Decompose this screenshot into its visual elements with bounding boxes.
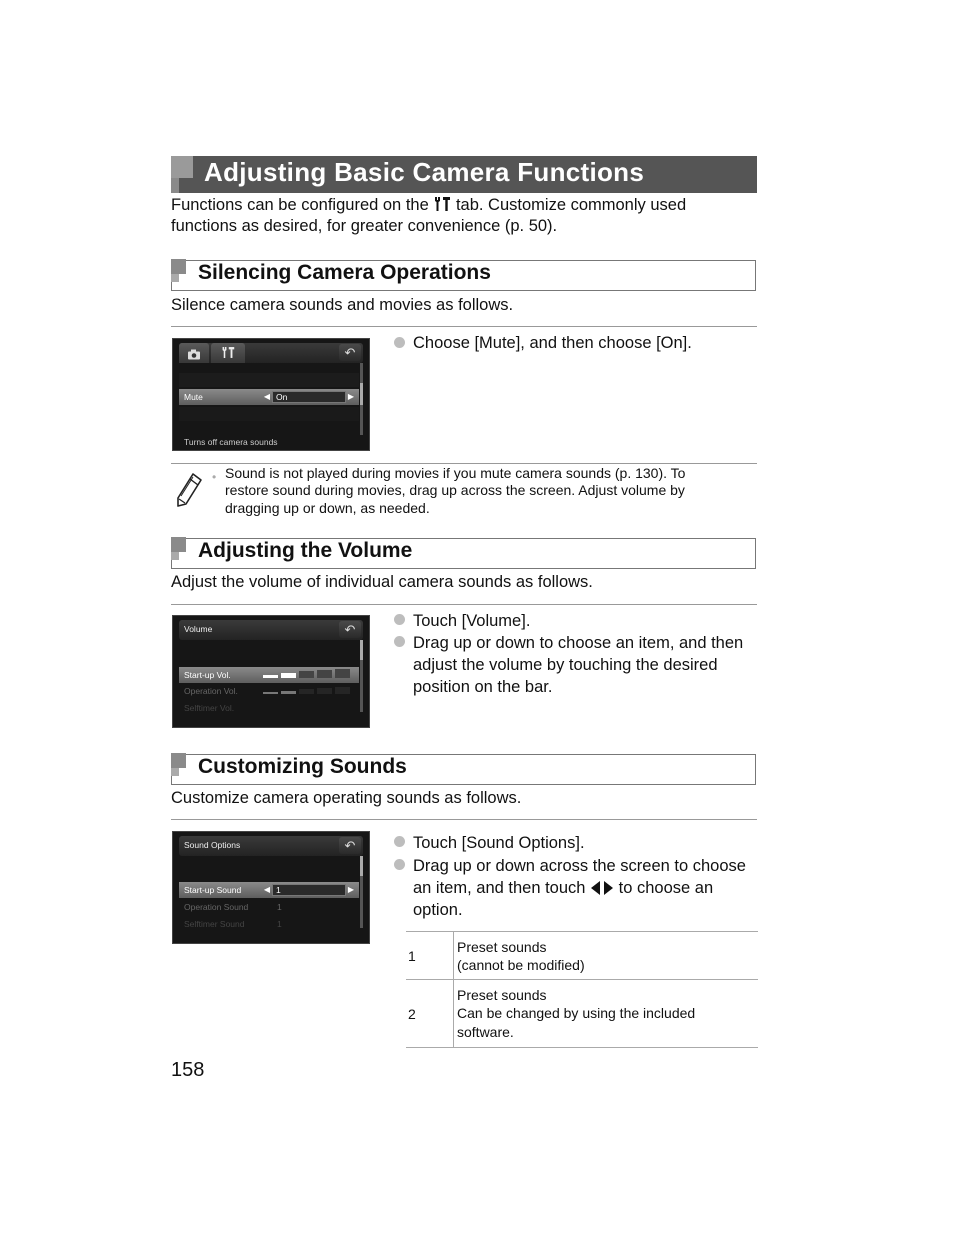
title-marker-tail [171, 178, 179, 193]
return-icon[interactable]: ↶ [339, 344, 361, 361]
section-marker [171, 753, 186, 768]
table-row [406, 980, 758, 1048]
table-cell-line: (cannot be modified) [457, 956, 585, 973]
intro-text-1: Functions can be configured on the [171, 196, 429, 214]
camera-screen-mute [172, 338, 370, 451]
scrollbar-thumb[interactable] [360, 640, 363, 660]
title-marker [171, 156, 193, 178]
note-bullet: • [212, 470, 217, 484]
page-number: 158 [171, 1059, 205, 1081]
volume-row-label: Start-up Vol. [184, 670, 231, 680]
scrollbar-thumb[interactable] [360, 383, 363, 405]
return-icon[interactable]: ↶ [339, 621, 361, 638]
tools-tab-icon [433, 196, 451, 212]
tools-tab-icon [221, 346, 235, 364]
step-bullet [394, 337, 405, 348]
section-desc-silencing: Silence camera sounds and movies as follows. [171, 296, 514, 314]
divider [171, 819, 757, 820]
table-cell-line: Preset sounds [457, 986, 547, 1003]
sound-row-startup[interactable] [179, 882, 359, 898]
intro-line-1 [171, 195, 686, 216]
section-heading-silencing: Silencing Camera Operations [198, 261, 491, 284]
menu-row-mute[interactable] [179, 389, 359, 405]
note-line-2: restore sound during movies, drag up across the screen. Adjust volume by [225, 482, 685, 498]
section-marker-tail [171, 552, 179, 560]
pencil-note-icon [174, 472, 204, 513]
table-cell-line: software. [457, 1023, 514, 1040]
step-text: Choose [Mute], and then choose [On]. [413, 334, 692, 352]
section-heading-sounds: Customizing Sounds [198, 755, 407, 778]
intro-line-2: functions as desired, for greater convenience (p. 50). [171, 217, 558, 235]
step-bullet [394, 614, 405, 625]
section-marker-tail [171, 274, 179, 282]
section-heading-volume: Adjusting the Volume [198, 539, 413, 562]
sound-row-value: 1 [277, 902, 282, 912]
menu-row-prev [179, 373, 359, 387]
step-text: Touch [Sound Options]. [413, 834, 585, 852]
screen-hint: Turns off camera sounds [184, 437, 278, 447]
step-bullet [394, 636, 405, 647]
sound-options-table [406, 931, 758, 1048]
sound-row-label: Operation Sound [184, 902, 249, 912]
sound-row-value: 1 [272, 884, 346, 896]
step-text: position on the bar. [413, 678, 553, 696]
section-desc-volume: Adjust the volume of individual camera sounds as follows. [171, 573, 593, 591]
step-text: Drag up or down to choose an item, and then [413, 634, 744, 652]
right-arrow-icon[interactable]: ▶ [347, 885, 355, 894]
volume-row-operation[interactable] [179, 683, 359, 699]
scrollbar-thumb[interactable] [360, 856, 363, 876]
screen-title: Sound Options [184, 840, 241, 850]
step-text: Touch [Volume]. [413, 612, 531, 630]
left-arrow-icon[interactable]: ◀ [263, 885, 271, 894]
sound-row-selftimer[interactable] [179, 916, 359, 928]
table-cell-line: Can be changed by using the included [457, 1005, 696, 1022]
screen-title: Volume [184, 624, 213, 634]
section-marker [171, 537, 186, 552]
step-bullet [394, 836, 405, 847]
step-text: to choose an [618, 879, 714, 897]
section-marker [171, 259, 186, 274]
note-divider-top [171, 463, 757, 464]
page-title: Adjusting Basic Camera Functions [204, 157, 645, 187]
sound-row-operation[interactable] [179, 899, 359, 915]
section-desc-sounds: Customize camera operating sounds as follows. [171, 789, 522, 807]
camera-screen-sound-options [172, 831, 370, 944]
sound-row-value: 1 [277, 919, 282, 929]
camera-screen-volume [172, 615, 370, 728]
volume-row-selftimer[interactable] [179, 700, 359, 712]
step-bullet [394, 859, 405, 870]
return-icon[interactable]: ↶ [339, 837, 361, 854]
camera-tab-icon [187, 347, 201, 365]
menu-row-label: Mute [184, 392, 203, 402]
table-row [406, 932, 758, 980]
step-text: adjust the volume by touching the desired [413, 656, 718, 674]
table-cell-desc [454, 980, 759, 1048]
volume-row-label: Operation Vol. [184, 686, 238, 696]
intro-text-2: tab. Customize commonly used [455, 196, 687, 214]
divider [171, 326, 757, 327]
sound-row-label: Start-up Sound [184, 885, 242, 895]
note-line-1: Sound is not played during movies if you mute camera sounds (p. 130). To [225, 465, 686, 481]
left-arrow-icon[interactable]: ◀ [263, 392, 271, 401]
menu-row-next [179, 407, 359, 421]
table-cell-line: Preset sounds [457, 938, 547, 955]
table-cell-desc [454, 932, 759, 980]
right-arrow-icon[interactable]: ▶ [347, 392, 355, 401]
divider [171, 604, 757, 605]
menu-row-value: On [272, 391, 346, 403]
volume-row-label: Selftimer Vol. [184, 703, 235, 713]
left-right-arrows-icon [590, 880, 614, 902]
step-text: option. [413, 901, 463, 919]
table-cell-num: 1 [406, 932, 454, 980]
sound-row-label: Selftimer Sound [184, 919, 245, 929]
table-cell-num: 2 [406, 980, 454, 1048]
volume-row-startup[interactable] [179, 667, 359, 683]
section-marker-tail [171, 768, 179, 776]
step-text: Drag up or down across the screen to choose [413, 857, 746, 875]
note-line-3: dragging up or down, as needed. [225, 500, 430, 516]
step-text: an item, and then touch [413, 879, 586, 897]
